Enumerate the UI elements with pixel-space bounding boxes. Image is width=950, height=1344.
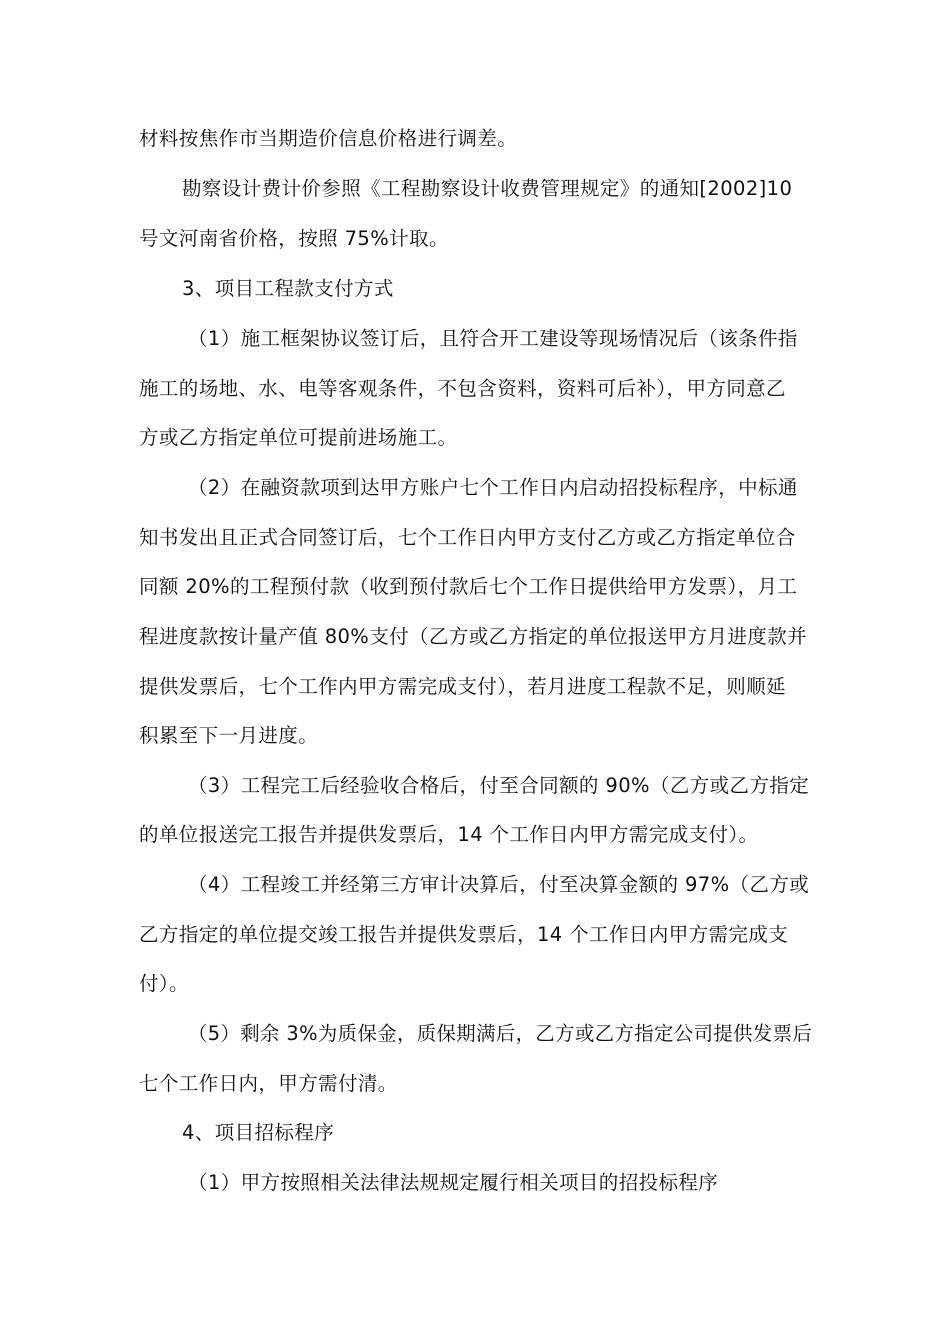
- text-line: （5）剩余 3%为质保金，质保期满后，乙方或乙方指定公司提供发票后: [188, 1022, 813, 1045]
- section-heading: 4、项目招标程序: [182, 1121, 335, 1144]
- text-line: 施工的场地、水、电等客观条件，不包含资料，资料可后补），甲方同意乙: [139, 377, 786, 400]
- text-line: （4）工程竣工并经第三方审计决算后，付至决算金额的 97%（乙方或: [188, 873, 810, 896]
- text-line: （3）工程完工后经验收合格后，付至合同额的 90%（乙方或乙方指定: [188, 774, 810, 797]
- text-line: （2）在融资款项到达甲方账户七个工作日内启动招投标程序，中标通: [188, 476, 798, 499]
- text-line: 号文河南省价格，按照 75%计取。: [139, 227, 449, 250]
- text-line: 方或乙方指定单位可提前进场施工。: [139, 426, 458, 449]
- text-line: 乙方指定的单位提交竣工报告并提供发票后，14 个工作日内甲方需完成支: [139, 923, 789, 946]
- text-line: 提供发票后，七个工作内甲方需完成支付），若月进度工程款不足，则顺延: [139, 675, 786, 698]
- text-line: 积累至下一月进度。: [139, 724, 319, 747]
- text-line: 付）。: [139, 972, 189, 995]
- section-heading: 3、项目工程款支付方式: [182, 277, 394, 300]
- text-line: 知书发出且正式合同签订后，七个工作日内甲方支付乙方或乙方指定单位合: [139, 526, 796, 549]
- text-line: （1）甲方按照相关法律法规规定履行相关项目的招投标程序: [188, 1171, 719, 1194]
- text-line: 同额 20%的工程预付款（收到预付款后七个工作日提供给甲方发票），月工: [139, 575, 798, 598]
- text-line: 的单位报送完工报告并提供发票后，14 个工作日内甲方需完成支付）。: [139, 823, 759, 846]
- text-line: 七个工作日内，甲方需付清。: [139, 1072, 398, 1095]
- text-line: 材料按焦作市当期造价信息价格进行调差。: [139, 127, 518, 150]
- text-line: 勘察设计费计价参照《工程勘察设计收费管理规定》的通知[2002]10: [182, 177, 793, 200]
- text-line: 程进度款按计量产值 80%支付（乙方或乙方指定的单位报送甲方月进度款并: [139, 625, 808, 648]
- text-line: （1）施工框架协议签订后，且符合开工建设等现场情况后（该条件指: [188, 327, 798, 350]
